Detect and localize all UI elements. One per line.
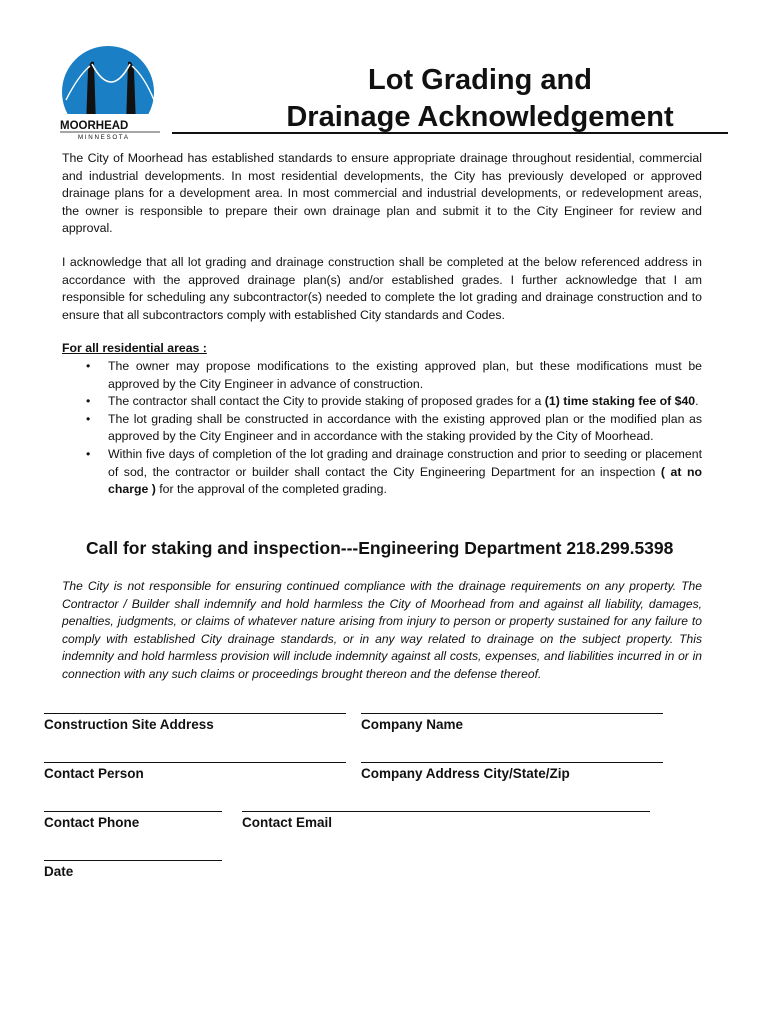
signature-line[interactable] [361, 713, 663, 714]
list-item [108, 358, 702, 393]
signature-line[interactable] [44, 762, 346, 763]
contact-email-field[interactable] [242, 811, 650, 830]
list-item [108, 446, 702, 499]
title-line-1: Lot Grading and [368, 64, 592, 96]
signature-line[interactable] [44, 811, 222, 812]
signature-line[interactable] [361, 762, 663, 763]
call-for-inspection: Call for staking and inspection---Engineering Department 218.299.5398 [86, 538, 674, 558]
body-text [62, 150, 702, 499]
no-charge-note: ( at no charge ) [108, 464, 702, 497]
company-address-field[interactable] [361, 762, 663, 781]
logo-text-bottom: M I N N E S O T A [78, 134, 128, 140]
field-label: Company Name [361, 717, 464, 732]
date-field[interactable] [44, 860, 222, 879]
list-item-text: The owner may propose modifications to the existing approved plan, but these modifications must be approved by the City Engineer in advance of construction. [108, 358, 702, 391]
field-label: Date [44, 864, 74, 879]
list-item-text: Within five days of completion of the lot grading and drainage construction and prior to seeding or placement of sod, the contractor or builder shall contact the City Engineering Department for an inspection [108, 446, 702, 479]
signature-line[interactable] [44, 713, 346, 714]
field-label: Contact Phone [44, 815, 140, 830]
page-title [232, 62, 728, 136]
acknowledgement-paragraph: I acknowledge that all lot grading and drainage construction shall be completed at the below referenced address in accordance with the approved drainage plan(s) and/or established grades. I further acknowledge that I am responsible for scheduling any subcontractor(s) needed to complete the lot grading and drainage construction and to ensure that all subcontractors comply with established City standards and Codes. [62, 254, 702, 322]
disclaimer-paragraph: The City is not responsible for ensuring continued compliance with the drainage requirements on any property. The Contractor / Builder shall indemnify and hold harmless the City of Moorhead from and against all liability, damages, penalties, judgments, or claims of whatever nature arising from injury to person or property sustained for any failure to comply with established City drainage standards, or in any way related to drainage on the subject property. This indemnity and hold harmless provision will include indemnity against all costs, expenses, and liabilities incurred in or in connection with any such claims or proceedings brought thereon and the defense thereof. [62, 579, 702, 681]
list-item-text: . [695, 394, 699, 409]
contact-person-field[interactable] [44, 762, 346, 781]
field-label: Contact Person [44, 766, 144, 781]
field-label: Contact Email [242, 815, 333, 830]
title-underline [172, 132, 728, 134]
residential-heading: For all residential areas : [62, 341, 207, 356]
moorhead-logo-graphic [56, 40, 172, 140]
list-item-text: for the approval of the completed grading. [155, 482, 387, 497]
construction-site-address-field[interactable] [44, 713, 346, 732]
residential-list [62, 358, 702, 499]
moorhead-logo [56, 40, 172, 140]
field-label: Construction Site Address [44, 717, 214, 732]
contact-phone-field[interactable] [44, 811, 222, 830]
list-item-text: The contractor shall contact the City to provide staking of proposed grades for a [108, 394, 545, 409]
logo-text-top: MOORHEAD [60, 120, 129, 132]
staking-fee: (1) time staking fee of $40 [544, 394, 696, 409]
field-label: Company Address City/State/Zip [361, 766, 570, 781]
intro-paragraph: The City of Moorhead has established standards to ensure appropriate drainage throughout residential, commercial and industrial developments. In most residential developments, the City has previously developed or approved drainage plans for a development area. In most commercial and industrial developments, or redevelopment areas, the owner is responsible to prepare their own drainage plan and submit it to the City Engineer for review and approval. [62, 151, 702, 236]
company-name-field[interactable] [361, 713, 663, 732]
list-item [108, 411, 702, 446]
title-line-2: Drainage Acknowledgement [286, 101, 674, 133]
list-item-text: The lot grading shall be constructed in accordance with the existing approved plan or the modified plan as approved by the City Engineer and in accordance with the staking provided by the City of Moorhead. [108, 411, 702, 444]
signature-line[interactable] [242, 811, 650, 812]
signature-line[interactable] [44, 860, 222, 861]
list-item [108, 393, 702, 411]
